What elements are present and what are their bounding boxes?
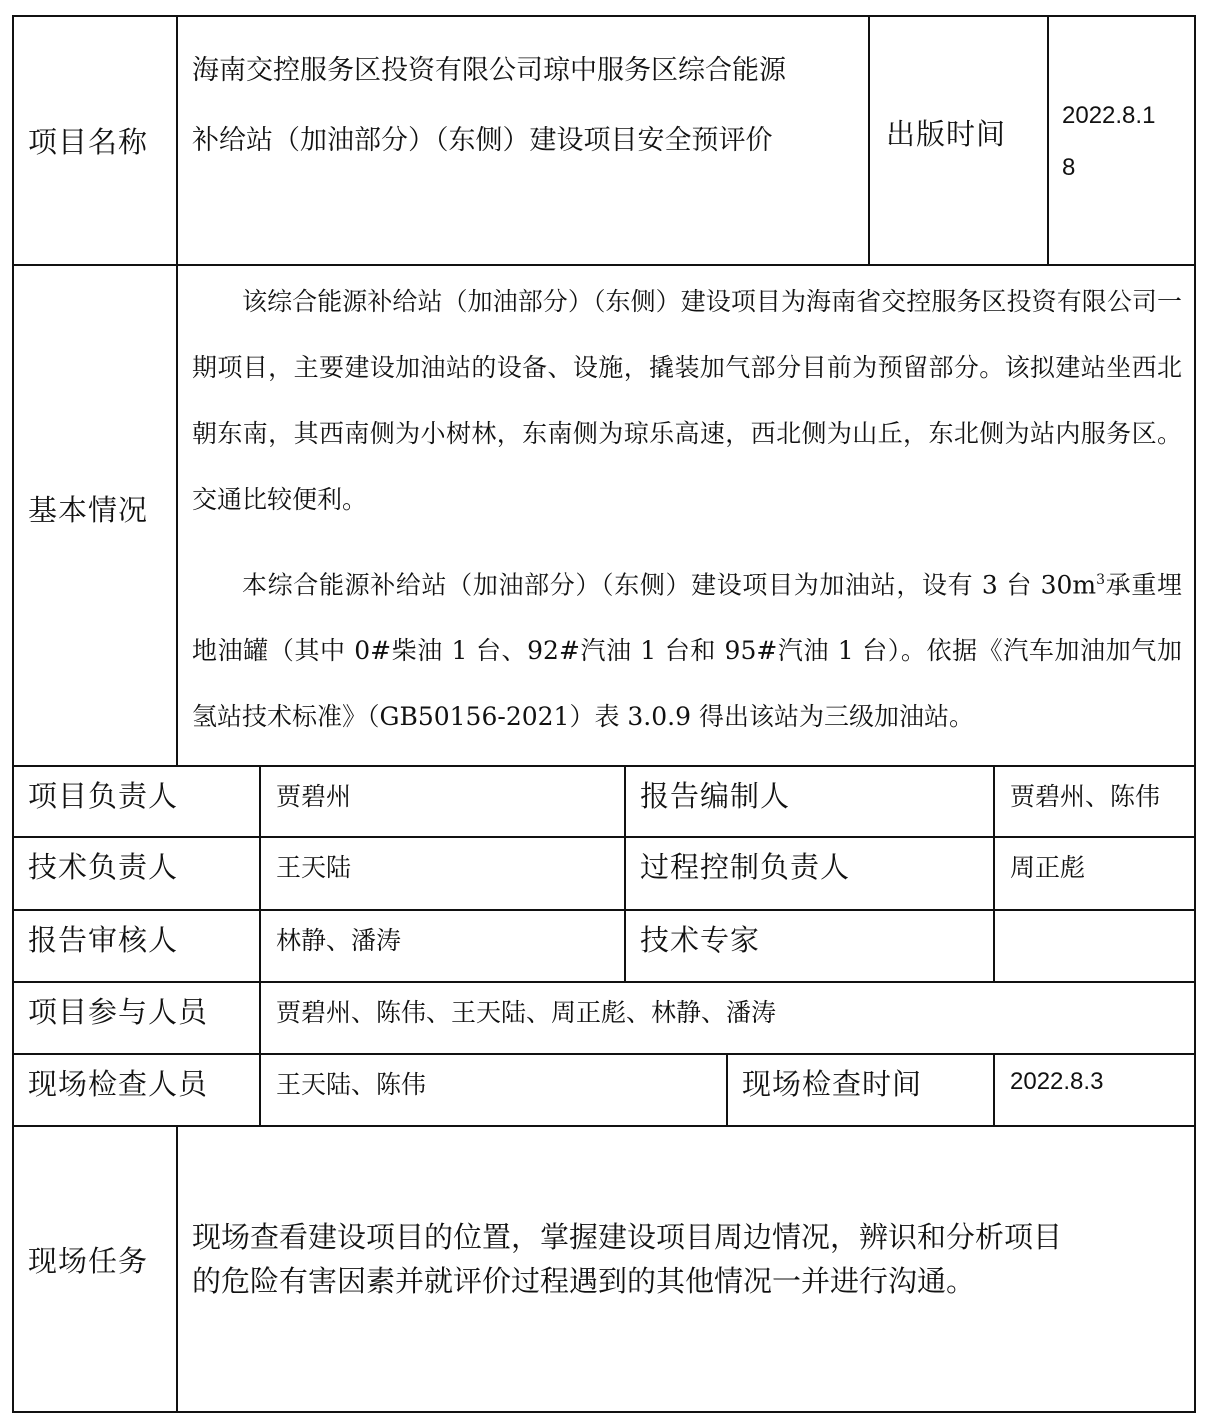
process-lead-label: 过程控制负责人	[640, 850, 851, 884]
project-name-value	[192, 36, 862, 176]
tech-lead-label: 技术负责人	[28, 850, 179, 884]
project-name-line1: 海南交控服务区投资有限公司琼中服务区综合能源	[192, 55, 786, 86]
project-lead-label: 项目负责人	[28, 779, 179, 813]
inspectors-value: 王天陆、陈伟	[276, 1070, 427, 1099]
basic-info-paragraph-2	[192, 547, 1182, 750]
task-line2: 的危险有害因素并就评价过程遇到的其他情况一并进行沟通。	[192, 1264, 976, 1298]
publish-time-line1: 2022.8.1	[1062, 102, 1156, 129]
project-name-line2: 补给站（加油部分）（东侧）建设项目安全预评价	[192, 125, 773, 156]
project-name-label: 项目名称	[28, 125, 149, 159]
cubic-superscript: 3	[1096, 572, 1106, 588]
basic-info-paragraph-1: 该综合能源补给站（加油部分）（东侧）建设项目为海南省交控服务区投资有限公司一期项目，主要建设加油站的设备、设施，撬装加气部分目前为预留部分。该拟建站坐西北朝东南，其西南侧为小树林，东南侧为琼乐高速，西北侧为山丘，东北侧为站内服务区。交通比较便利。	[192, 287, 1182, 514]
participants-value: 贾碧州、陈伟、王天陆、周正彪、林静、潘涛	[276, 998, 777, 1027]
inspectors-label: 现场检查人员	[28, 1067, 209, 1101]
paragraph-2-text-a: 本综合能源补给站（加油部分）（东侧）建设项目为加油站，设有 3 台 30m	[242, 570, 1097, 600]
publish-time-value	[1062, 90, 1192, 194]
task-label: 现场任务	[28, 1243, 149, 1278]
paragraph-2-text-b: 承重埋地油罐（其中 0#柴油 1 台、92#汽油 1 台和 95#汽油 1 台）。依据《汽车加油加气加氢站技术标准》（GB50156-2021）表 3.0.9 得出该站为三级加油站。	[192, 570, 1182, 732]
inspection-time-value: 2022.8.3	[1010, 1068, 1104, 1095]
report-author-label: 报告编制人	[640, 779, 791, 813]
process-lead-value: 周正彪	[1010, 853, 1086, 882]
reviewer-value: 林静、潘涛	[276, 926, 402, 955]
tech-lead-value: 王天陆	[276, 853, 352, 882]
inspection-time-label: 现场检查时间	[742, 1067, 923, 1101]
reviewer-label: 报告审核人	[28, 923, 179, 957]
task-content	[192, 1215, 1187, 1303]
basic-info-label: 基本情况	[28, 493, 149, 527]
participants-label: 项目参与人员	[28, 995, 209, 1029]
project-lead-value: 贾碧州	[276, 782, 352, 811]
publish-time-line2: 8	[1062, 154, 1076, 181]
task-line1: 现场查看建设项目的位置，掌握建设项目周边情况，辨识和分析项目	[192, 1220, 1063, 1254]
expert-label: 技术专家	[640, 923, 761, 957]
publish-time-label: 出版时间	[886, 116, 1007, 151]
report-author-value: 贾碧州、陈伟	[1010, 782, 1161, 811]
basic-info-content	[192, 269, 1182, 750]
